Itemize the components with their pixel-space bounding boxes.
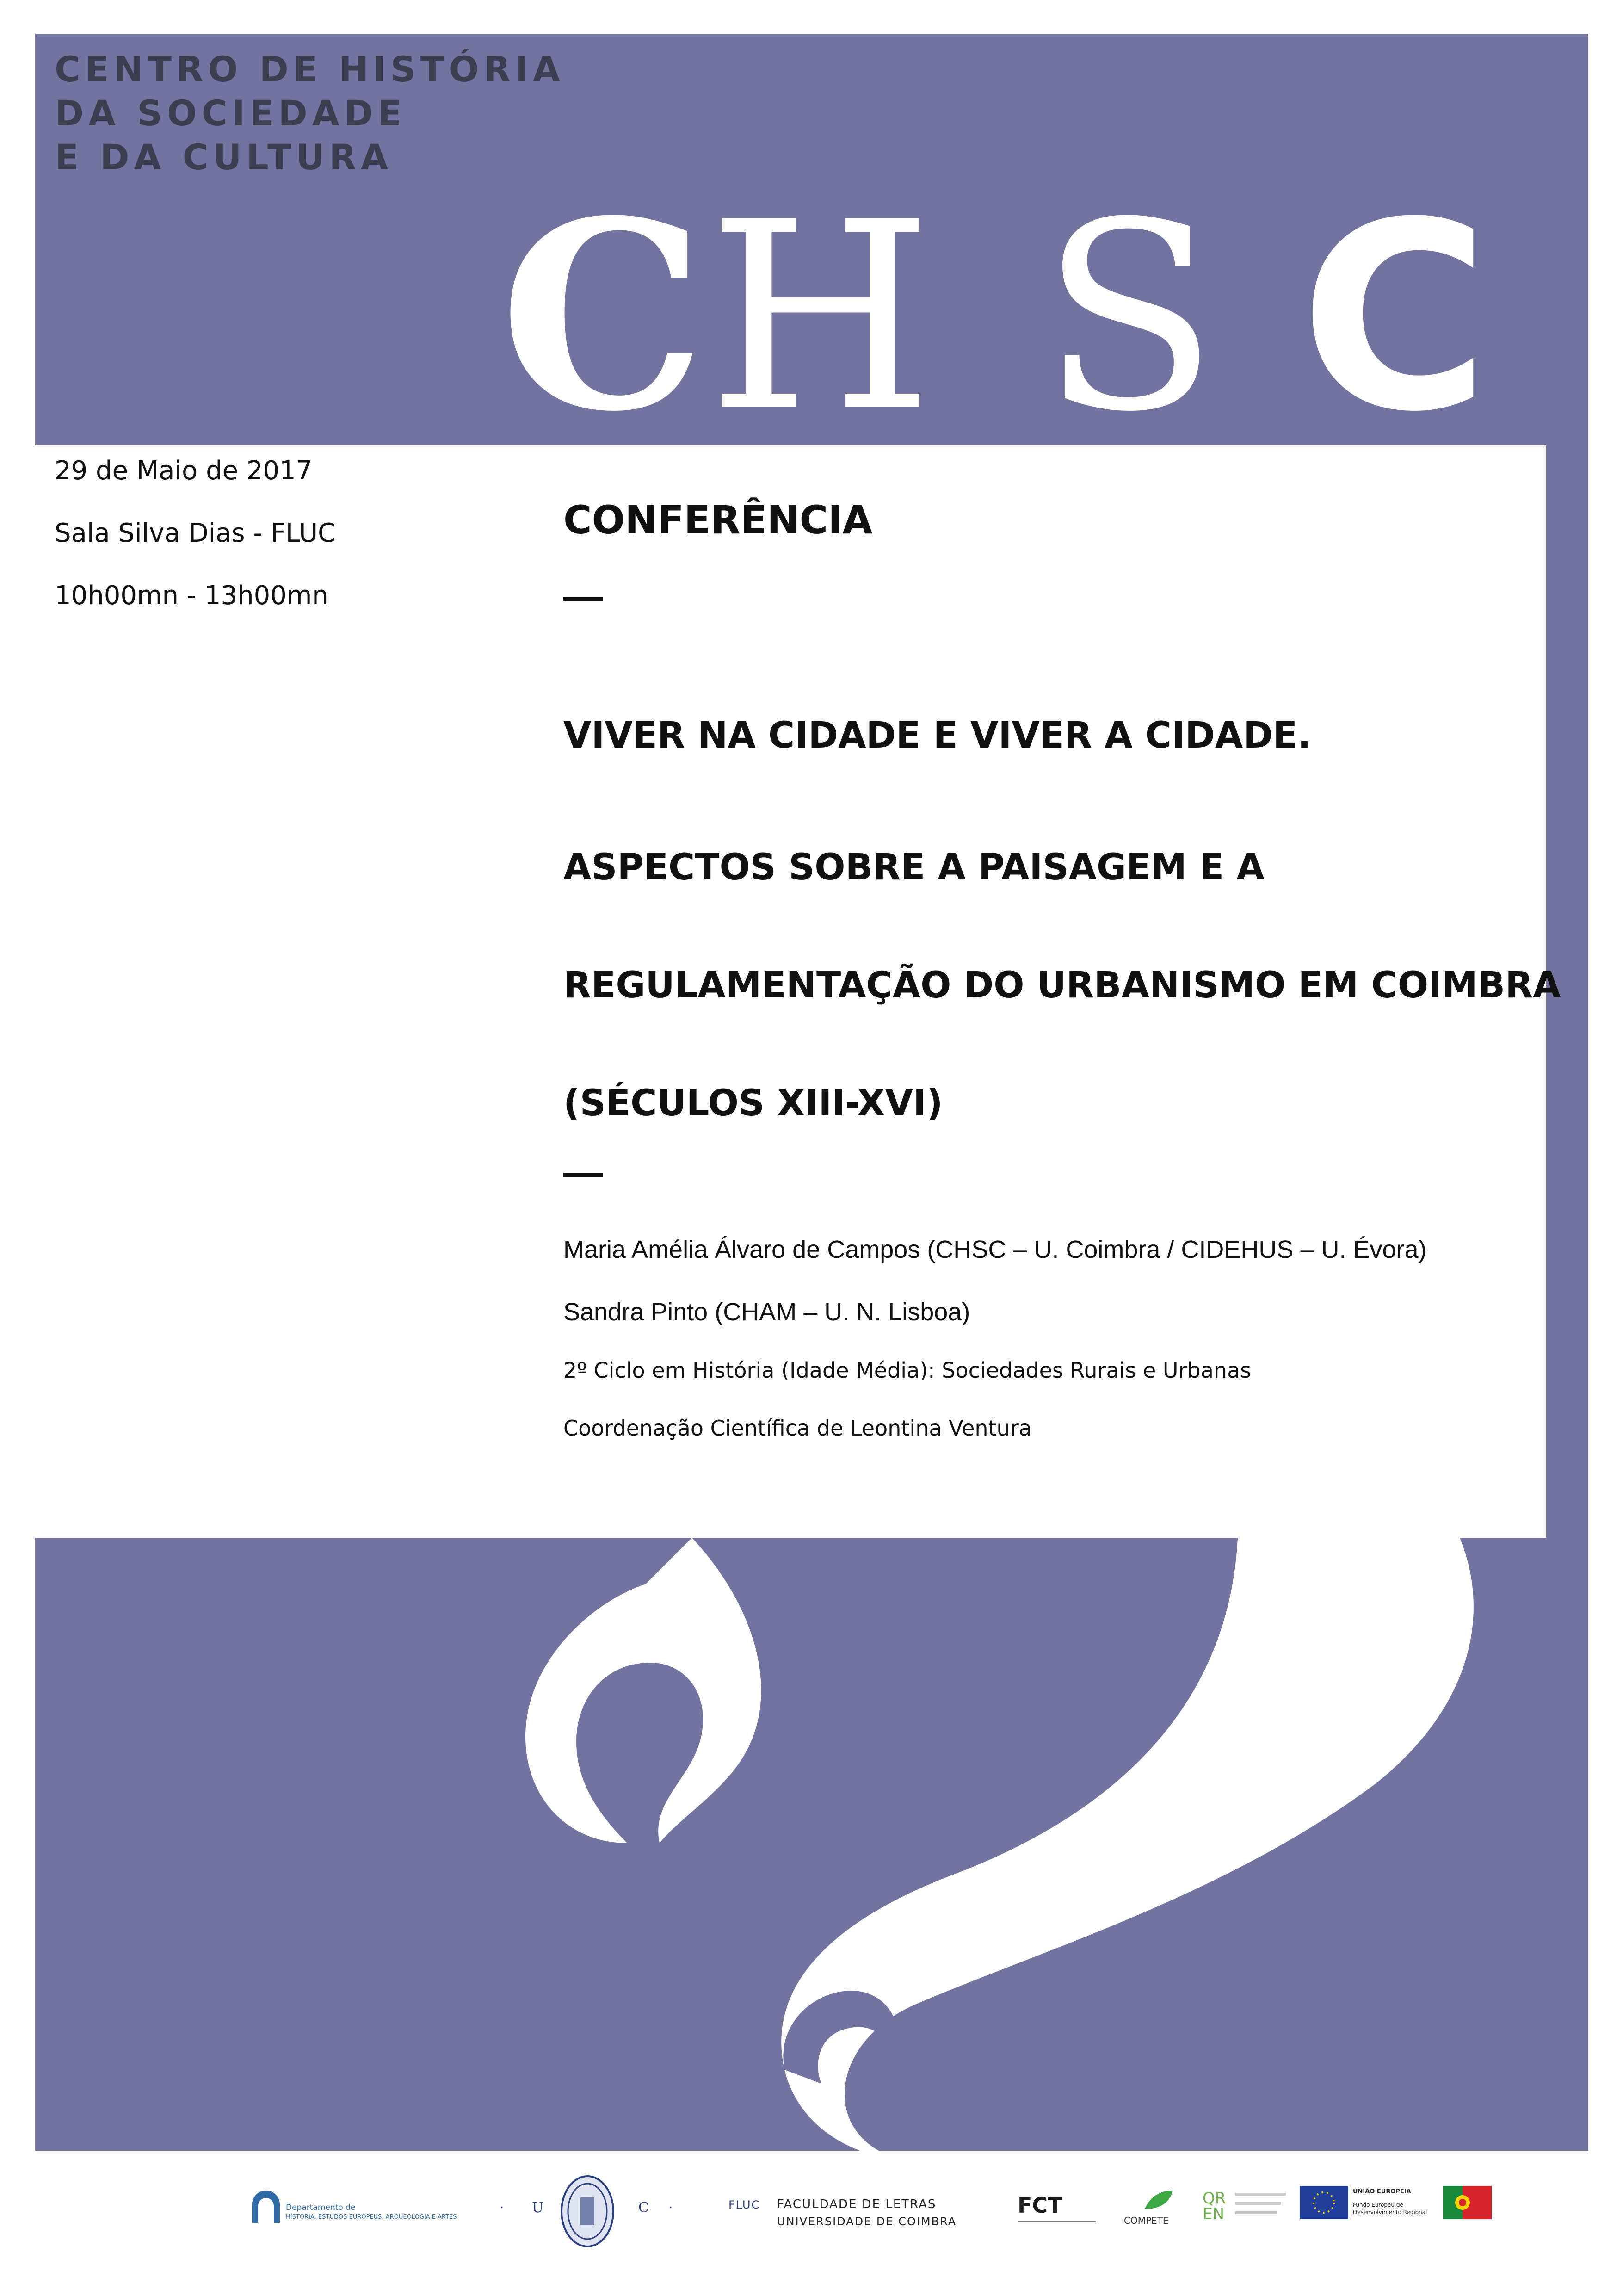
uc-dot-left: · xyxy=(500,2200,504,2216)
bottom-band xyxy=(35,1538,1588,2151)
cycle-note: 2º Ciclo em História (Idade Média): Sociedades Rurais e Urbanas xyxy=(563,1358,1252,1383)
qren-text-line-3 xyxy=(1235,2211,1277,2214)
org-name-line-2: DA SOCIEDADE xyxy=(55,93,407,134)
fct-rule xyxy=(1018,2221,1096,2222)
fct-logo xyxy=(1018,2174,1101,2248)
title-line-1: VIVER NA CIDADE E VIVER A CIDADE. xyxy=(563,715,1311,756)
fluc-line-2: UNIVERSIDADE DE COIMBRA xyxy=(777,2215,957,2228)
title-line-4: (SÉCULOS XIII-XVI) xyxy=(563,1083,943,1124)
event-time: 10h00mn - 13h00mn xyxy=(55,581,328,611)
eu-label-1: UNIÃO EUROPEIA xyxy=(1353,2188,1411,2195)
dept-label-1: Departamento de xyxy=(286,2203,356,2212)
logo-letter-h: H xyxy=(708,176,934,435)
org-name-line-1: CENTRO DE HISTÓRIA xyxy=(55,49,565,90)
event-type-heading: CONFERÊNCIA xyxy=(563,497,873,543)
title-line-2: ASPECTOS SOBRE A PAISAGEM E A xyxy=(563,847,1265,888)
qren-text-line-1 xyxy=(1235,2193,1286,2196)
logo-letter-c1: C xyxy=(500,176,706,435)
chsc-logo xyxy=(490,176,1554,435)
compete-wordmark: COMPETE xyxy=(1124,2215,1169,2226)
qren-logo xyxy=(1203,2174,1295,2248)
dept-arch-icon xyxy=(250,2188,282,2225)
title-line-3: REGULAMENTAÇÃO DO URBANISMO EM COIMBRA xyxy=(563,965,1561,1006)
separator-dash-2 xyxy=(563,1173,603,1177)
dept-history-logo xyxy=(250,2174,457,2248)
event-date: 29 de Maio de 2017 xyxy=(55,456,313,486)
uc-dot-right: · xyxy=(668,2200,673,2216)
uc-letter-u: U xyxy=(532,2200,544,2216)
qren-text-line-2 xyxy=(1235,2202,1281,2205)
eu-logo xyxy=(1300,2174,1452,2248)
uc-seal-icon xyxy=(560,2174,615,2248)
compete-leaf-icon xyxy=(1142,2188,1175,2211)
logo-letter-s: S xyxy=(1041,176,1218,435)
portugal-flag-logo xyxy=(1443,2174,1494,2248)
speaker-2: Sandra Pinto (CHAM – U. N. Lisboa) xyxy=(563,1298,970,1326)
separator-dash-1 xyxy=(563,597,603,601)
logo-letter-c2: C xyxy=(1300,176,1490,435)
quote-flourish-graphic xyxy=(498,1538,1588,2151)
uc-seal-logo xyxy=(500,2174,685,2248)
coordination-note: Coordenação Científica de Leontina Ventura xyxy=(563,1416,1032,1441)
qren-wordmark: QREN xyxy=(1203,2189,1226,2223)
uc-letter-c: C xyxy=(638,2200,649,2216)
event-location: Sala Silva Dias - FLUC xyxy=(55,518,336,548)
fct-wordmark: FCT xyxy=(1018,2193,1062,2218)
compete-logo xyxy=(1124,2174,1189,2248)
eu-flag-icon xyxy=(1300,2186,1348,2219)
fluc-line-1: FACULDADE DE LETRAS xyxy=(777,2197,937,2211)
fluc-abbr: FLUC xyxy=(728,2198,760,2211)
org-name-line-3: E DA CULTURA xyxy=(55,136,393,178)
speaker-1: Maria Amélia Álvaro de Campos (CHSC – U. Coimbra / CIDEHUS – U. Évora) xyxy=(563,1236,1427,1263)
portugal-flag-icon xyxy=(1443,2186,1492,2219)
fluc-logo xyxy=(728,2174,987,2248)
dept-label-2: HISTÓRIA, ESTUDOS EUROPEUS, ARQUEOLOGIA E ARTES xyxy=(286,2214,457,2221)
eu-label-2: Fundo Europeu de Desenvolvimento Regional xyxy=(1353,2202,1427,2216)
